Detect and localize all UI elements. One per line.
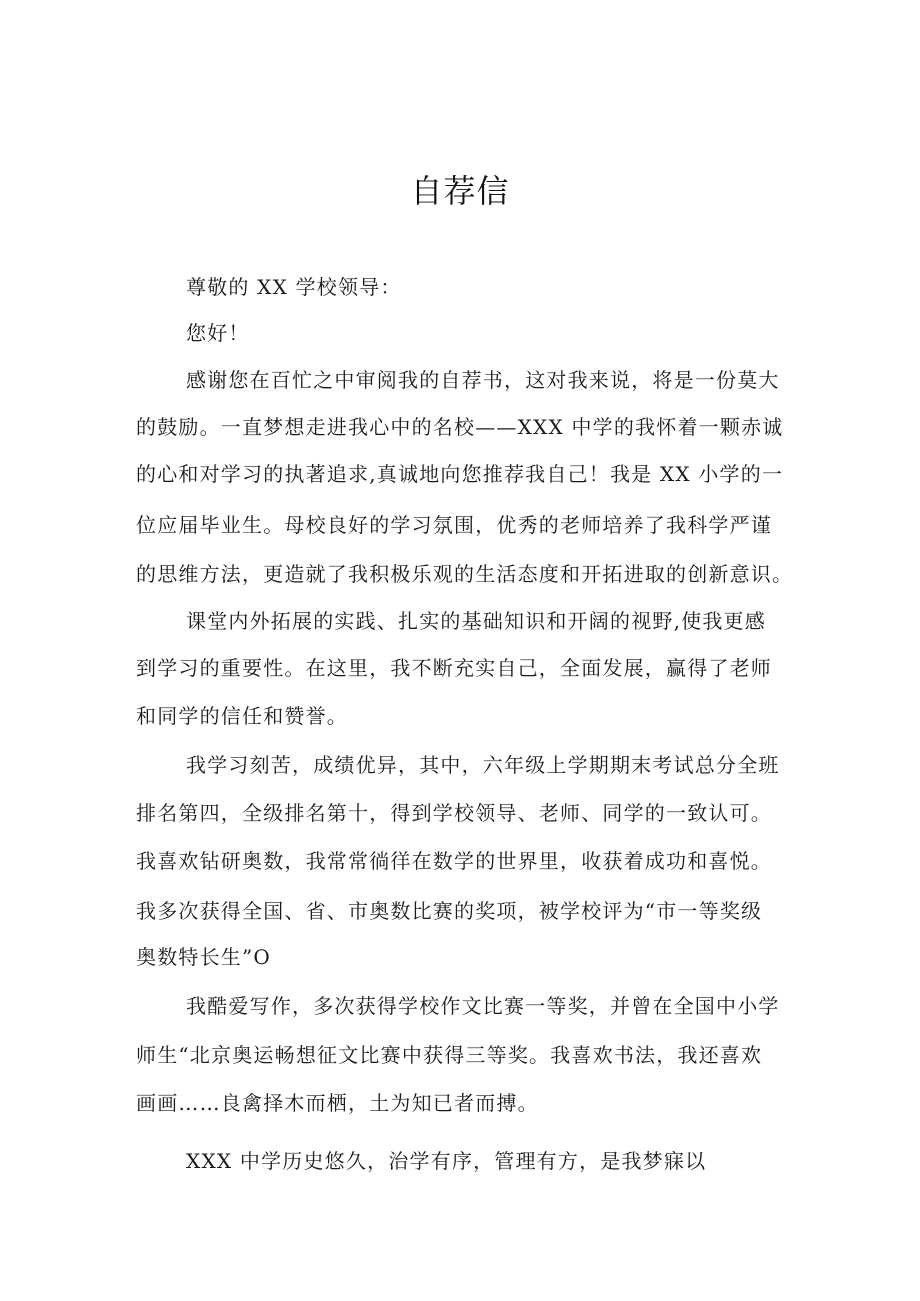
paragraph-line: 我酷爱写作，多次获得学校作文比赛一等奖，并曾在全国中小学 bbox=[186, 994, 780, 1018]
paragraph-line: 的鼓励。一直梦想走进我心中的名校——XXX 中学的我怀着一颗赤诚 bbox=[136, 415, 784, 439]
salutation: 尊敬的 XX 学校领导： bbox=[186, 275, 402, 299]
paragraph-line: 我学习刻苦，成绩优异，其中，六年级上学期期末考试总分全班 bbox=[186, 753, 780, 777]
paragraph-line: 到学习的重要性。在这里，我不断充实自己，全面发展，赢得了老师 bbox=[136, 656, 772, 680]
paragraph-line: XXX 中学历史悠久，治学有序，管理有方，是我梦寐以 bbox=[186, 1149, 707, 1173]
paragraph-line: 课堂内外拓展的实践、扎实的基础知识和开阔的视野,使我更感 bbox=[186, 609, 766, 633]
paragraph-line: 感谢您在百忙之中审阅我的自荐书，这对我来说，将是一份莫大 bbox=[186, 368, 780, 392]
paragraph-line: 位应届毕业生。母校良好的学习氛围，优秀的老师培养了我科学严谨 bbox=[136, 513, 772, 537]
paragraph-line: 我喜欢钻研奥数，我常常徜徉在数学的世界里，收获着成功和喜悦。 bbox=[136, 849, 772, 873]
paragraph-line: 画画……良禽择木而栖，土为知已者而搏。 bbox=[136, 1091, 539, 1115]
paragraph-line: 和同学的信任和赞誉。 bbox=[136, 704, 348, 728]
paragraph-line: 师生“北京奥运畅想征文比赛中获得三等奖。我喜欢书法，我还喜欢 bbox=[136, 1043, 763, 1067]
paragraph-line: 排名第四，全级排名第十，得到学校领导、老师、同学的一致认可。 bbox=[136, 801, 772, 825]
document-title: 自荐信 bbox=[410, 172, 510, 210]
paragraph-line: 我多次获得全国、省、市奥数比赛的奖项，被学校评为“市一等奖级 bbox=[136, 899, 763, 923]
greeting: 您好！ bbox=[186, 321, 250, 345]
paragraph-line: 的思维方法，更造就了我积极乐观的生活态度和开拓进取的创新意识。 bbox=[136, 562, 794, 586]
paragraph-line: 的心和对学习的执著追求,真诚地向您推荐我自己！我是 XX 小学的一 bbox=[136, 462, 784, 486]
paragraph-line: 奥数特长生”O bbox=[136, 945, 272, 969]
